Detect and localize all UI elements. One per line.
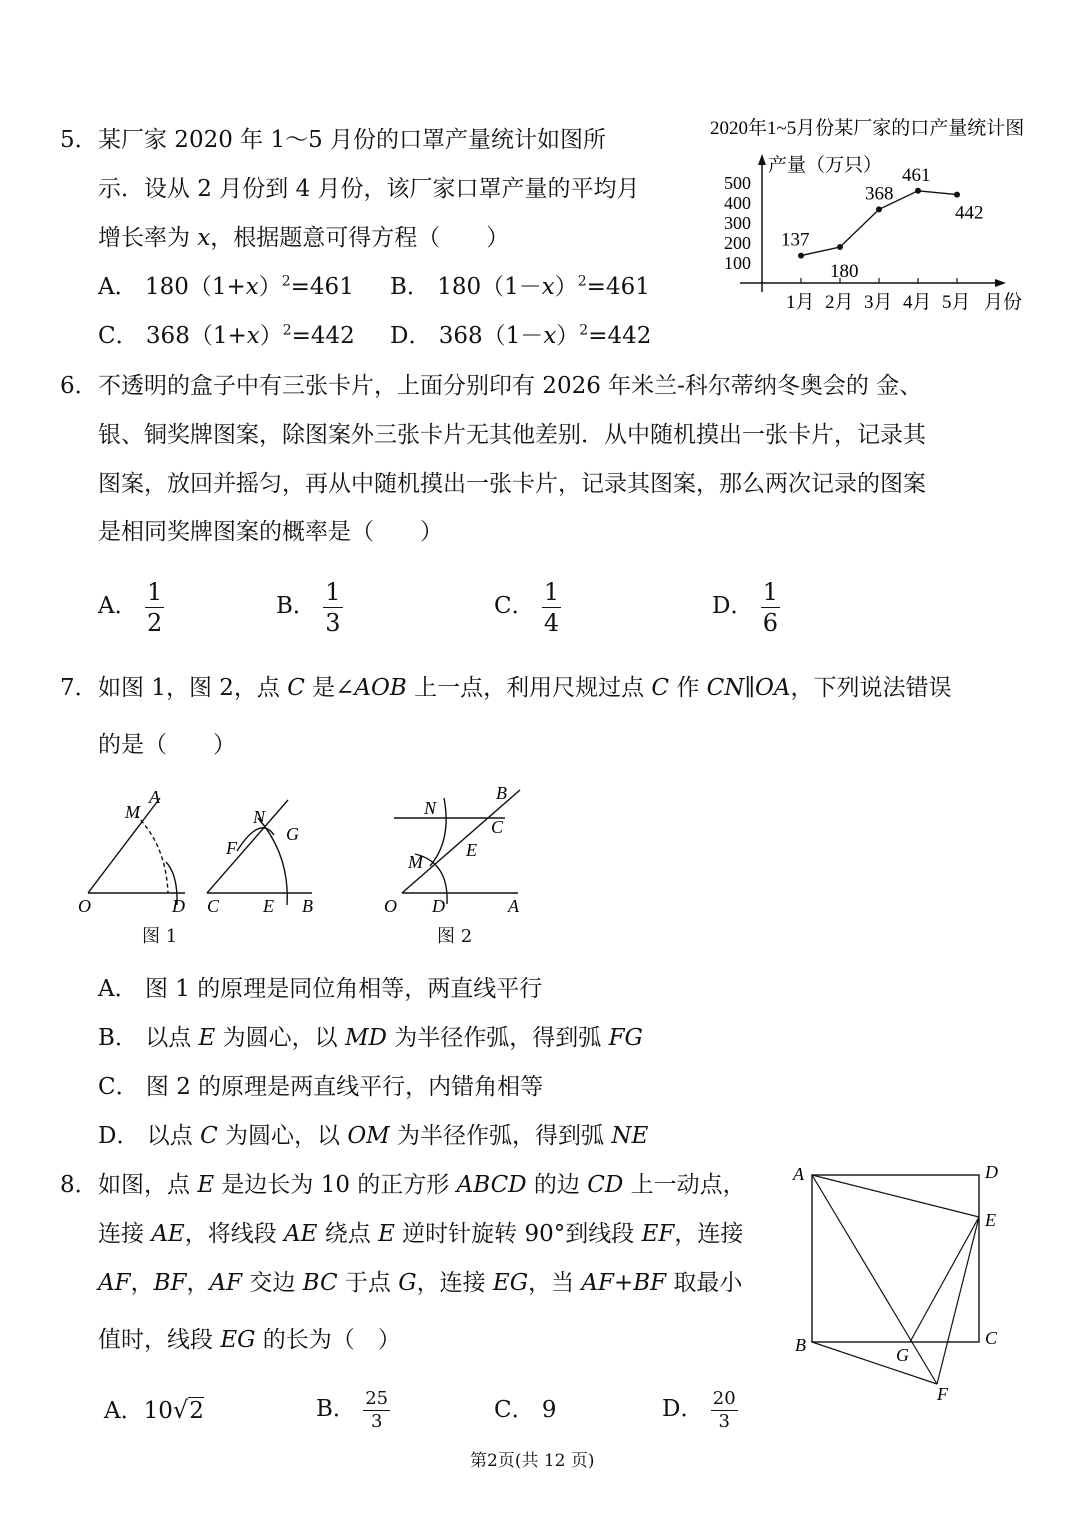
fig8-label-c: C [985,1328,998,1348]
q5-option-a[interactable]: A． $180(1+x)^2=461$ [98,273,354,300]
chart-data-label: 368 [865,183,894,205]
chart-title: 2020年1~5月份某厂家的口产量统计图 [710,118,1025,139]
q6-number: 6． [60,373,98,399]
fig1-label-e: E [263,896,274,916]
fig1-dashed-arc [136,815,168,893]
segment-bf [812,1342,937,1384]
segment-af [812,1175,937,1384]
fig1-caption: 图 1 [142,926,178,947]
q7-option-b[interactable]: B． 以点 E 为圆心，以 MD 为半径作弧，得到弧 FG [98,1025,643,1051]
fig2-label-n: N [424,798,437,818]
chart-x-tick-label: 1月 [786,292,815,313]
fig2-label-m: M [408,852,423,872]
fig2-label-e: E [466,840,477,860]
q5-line-chart [700,108,1070,323]
fig1-label-b: B [302,896,313,916]
q8-option-b[interactable]: B． $\frac{25}{3}$ [316,1387,389,1432]
chart-x-tick-label: 5月 [942,292,971,313]
fig2-label-c: C [491,817,504,837]
q6-option-d[interactable]: D． $\frac{1}{6}$ [712,577,779,637]
fig2-ray-ob [402,790,520,893]
q6-option-a[interactable]: A． $\frac{1}{2}$ [98,577,163,637]
q8-line3: AF，BF，AF 交边 BC 于点 G，连接 EG，当 AF+BF 取最小 [98,1270,743,1296]
chart-y-tick-label: 200 [724,233,751,253]
chart-y-arrow [758,154,766,165]
chart-data-label: 461 [902,164,931,186]
q5-line3: 增长率为 x，根据题意可得方程（ ） [98,225,510,251]
q7-option-d[interactable]: D． 以点 C 为圆心，以 OM 为半径作弧，得到弧 NE [98,1123,649,1149]
chart-data-label: 137 [781,229,810,251]
fig2-label-b: B [496,783,507,803]
q5-option-b[interactable]: B． $180(1-x)^2=461$ [390,273,650,300]
page-footer: 第2页(共 12 页) [470,1451,595,1471]
chart-y-tick-label: 300 [724,213,751,233]
q8-number: 8． [60,1172,98,1198]
fig1-label-n: N [253,807,266,827]
chart-y-tick-label: 100 [724,253,751,273]
segment-ef [937,1217,979,1384]
fig8-label-e: E [985,1210,996,1230]
fig8-label-b: B [795,1335,806,1355]
fig1-label-c: C [207,896,220,916]
fig8-label-a: A [793,1164,804,1184]
fig1-ray-oa [88,798,160,893]
q5-option-c[interactable]: C． $368(1+x)^2=442$ [98,322,355,349]
q7-line2: 的是（ ） [98,732,236,758]
q5-line2: 示．设从 2 月份到 4 月份，该厂家口罩产量的平均月 [98,176,640,202]
fig1-label-g: G [286,824,299,844]
chart-data-point [798,253,804,259]
chart-x-tick-label: 3月 [864,292,893,313]
chart-x-label: 月份 [984,292,1023,313]
chart-data-label: 442 [955,202,984,224]
segment-eg [910,1217,979,1342]
q6-option-c[interactable]: C． $\frac{1}{4}$ [494,577,560,637]
chart-data-point [837,244,843,250]
q6-line1: 不透明的盒子中有三张卡片，上面分别印有 2026 年米兰-科尔蒂纳冬奥会的 金、 [98,373,923,399]
fig2-label-o: O [384,896,397,916]
fig2-caption: 图 2 [437,926,473,947]
q5-option-d[interactable]: D． $368(1-x)^2=442$ [390,322,652,349]
q5-number: 5． [60,127,98,153]
fig1-label-m: M [125,802,140,822]
fig8-label-g: G [896,1345,909,1365]
fig8-label-f: F [937,1384,948,1404]
segment-ae [812,1175,979,1217]
q8-figure [780,1155,1010,1405]
fig8-label-d: D [985,1162,998,1182]
chart-y-tick-label: 400 [724,193,751,213]
chart-data-label: 180 [830,261,859,282]
q6-option-b[interactable]: B． $\frac{1}{3}$ [276,577,341,637]
q8-option-c[interactable]: C． 9 [494,1397,557,1423]
fig2-label-d: D [432,896,445,916]
q8-line4: 值时，线段 EG 的长为（ ） [98,1327,401,1353]
fig1-label-d: D [172,896,185,916]
q8-option-a[interactable]: A．10√2 [104,1396,204,1424]
chart-x-tick-label: 2月 [825,292,854,313]
q6-line4: 是相同奖牌图案的概率是（ ） [98,519,443,545]
q6-line3: 图案，放回并摇匀，再从中随机摸出一张卡片，记录其图案，那么两次记录的图案 [98,471,926,497]
q5-line1: 某厂家 2020 年 1～5 月份的口罩产量统计如图所 [98,127,607,153]
q7-line1: 如图 1，图 2，点 C 是∠AOB 上一点，利用尺规过点 C 作 CN∥OA，下列说法错误 [98,675,952,701]
q8-line2: 连接 AE，将线段 AE 绕点 E 逆时针旋转 90°到线段 EF，连接 [98,1221,744,1247]
chart-data-point [915,188,921,194]
fig1-label-f: F [226,838,237,858]
q8-option-d[interactable]: D． $\frac{20}{3}$ [662,1387,736,1432]
chart-y-tick-label: 500 [724,173,751,193]
q8-line1: 如图，点 E 是边长为 10 的正方形 ABCD 的边 CD 上一动点， [98,1172,746,1198]
q7-option-c[interactable]: C． 图 2 的原理是两直线平行，内错角相等 [98,1074,544,1100]
q7-figure-1 [70,780,340,950]
fig1-label-o: O [78,896,91,916]
chart-y-label: 产量（万只） [768,155,883,176]
q7-option-a[interactable]: A． 图 1 的原理是同位角相等，两直线平行 [98,976,543,1002]
chart-data-point [954,192,960,198]
fig1-arc-e [258,818,287,905]
fig1-label-a: A [149,787,160,807]
chart-x-tick-label: 4月 [903,292,932,313]
chart-x-arrow [995,279,1006,287]
q6-line2: 银、铜奖牌图案，除图案外三张卡片无其他差别．从中随机摸出一张卡片，记录其 [98,422,926,448]
fig2-label-a: A [508,896,519,916]
q7-number: 7． [60,675,98,701]
chart-data-point [876,206,882,212]
